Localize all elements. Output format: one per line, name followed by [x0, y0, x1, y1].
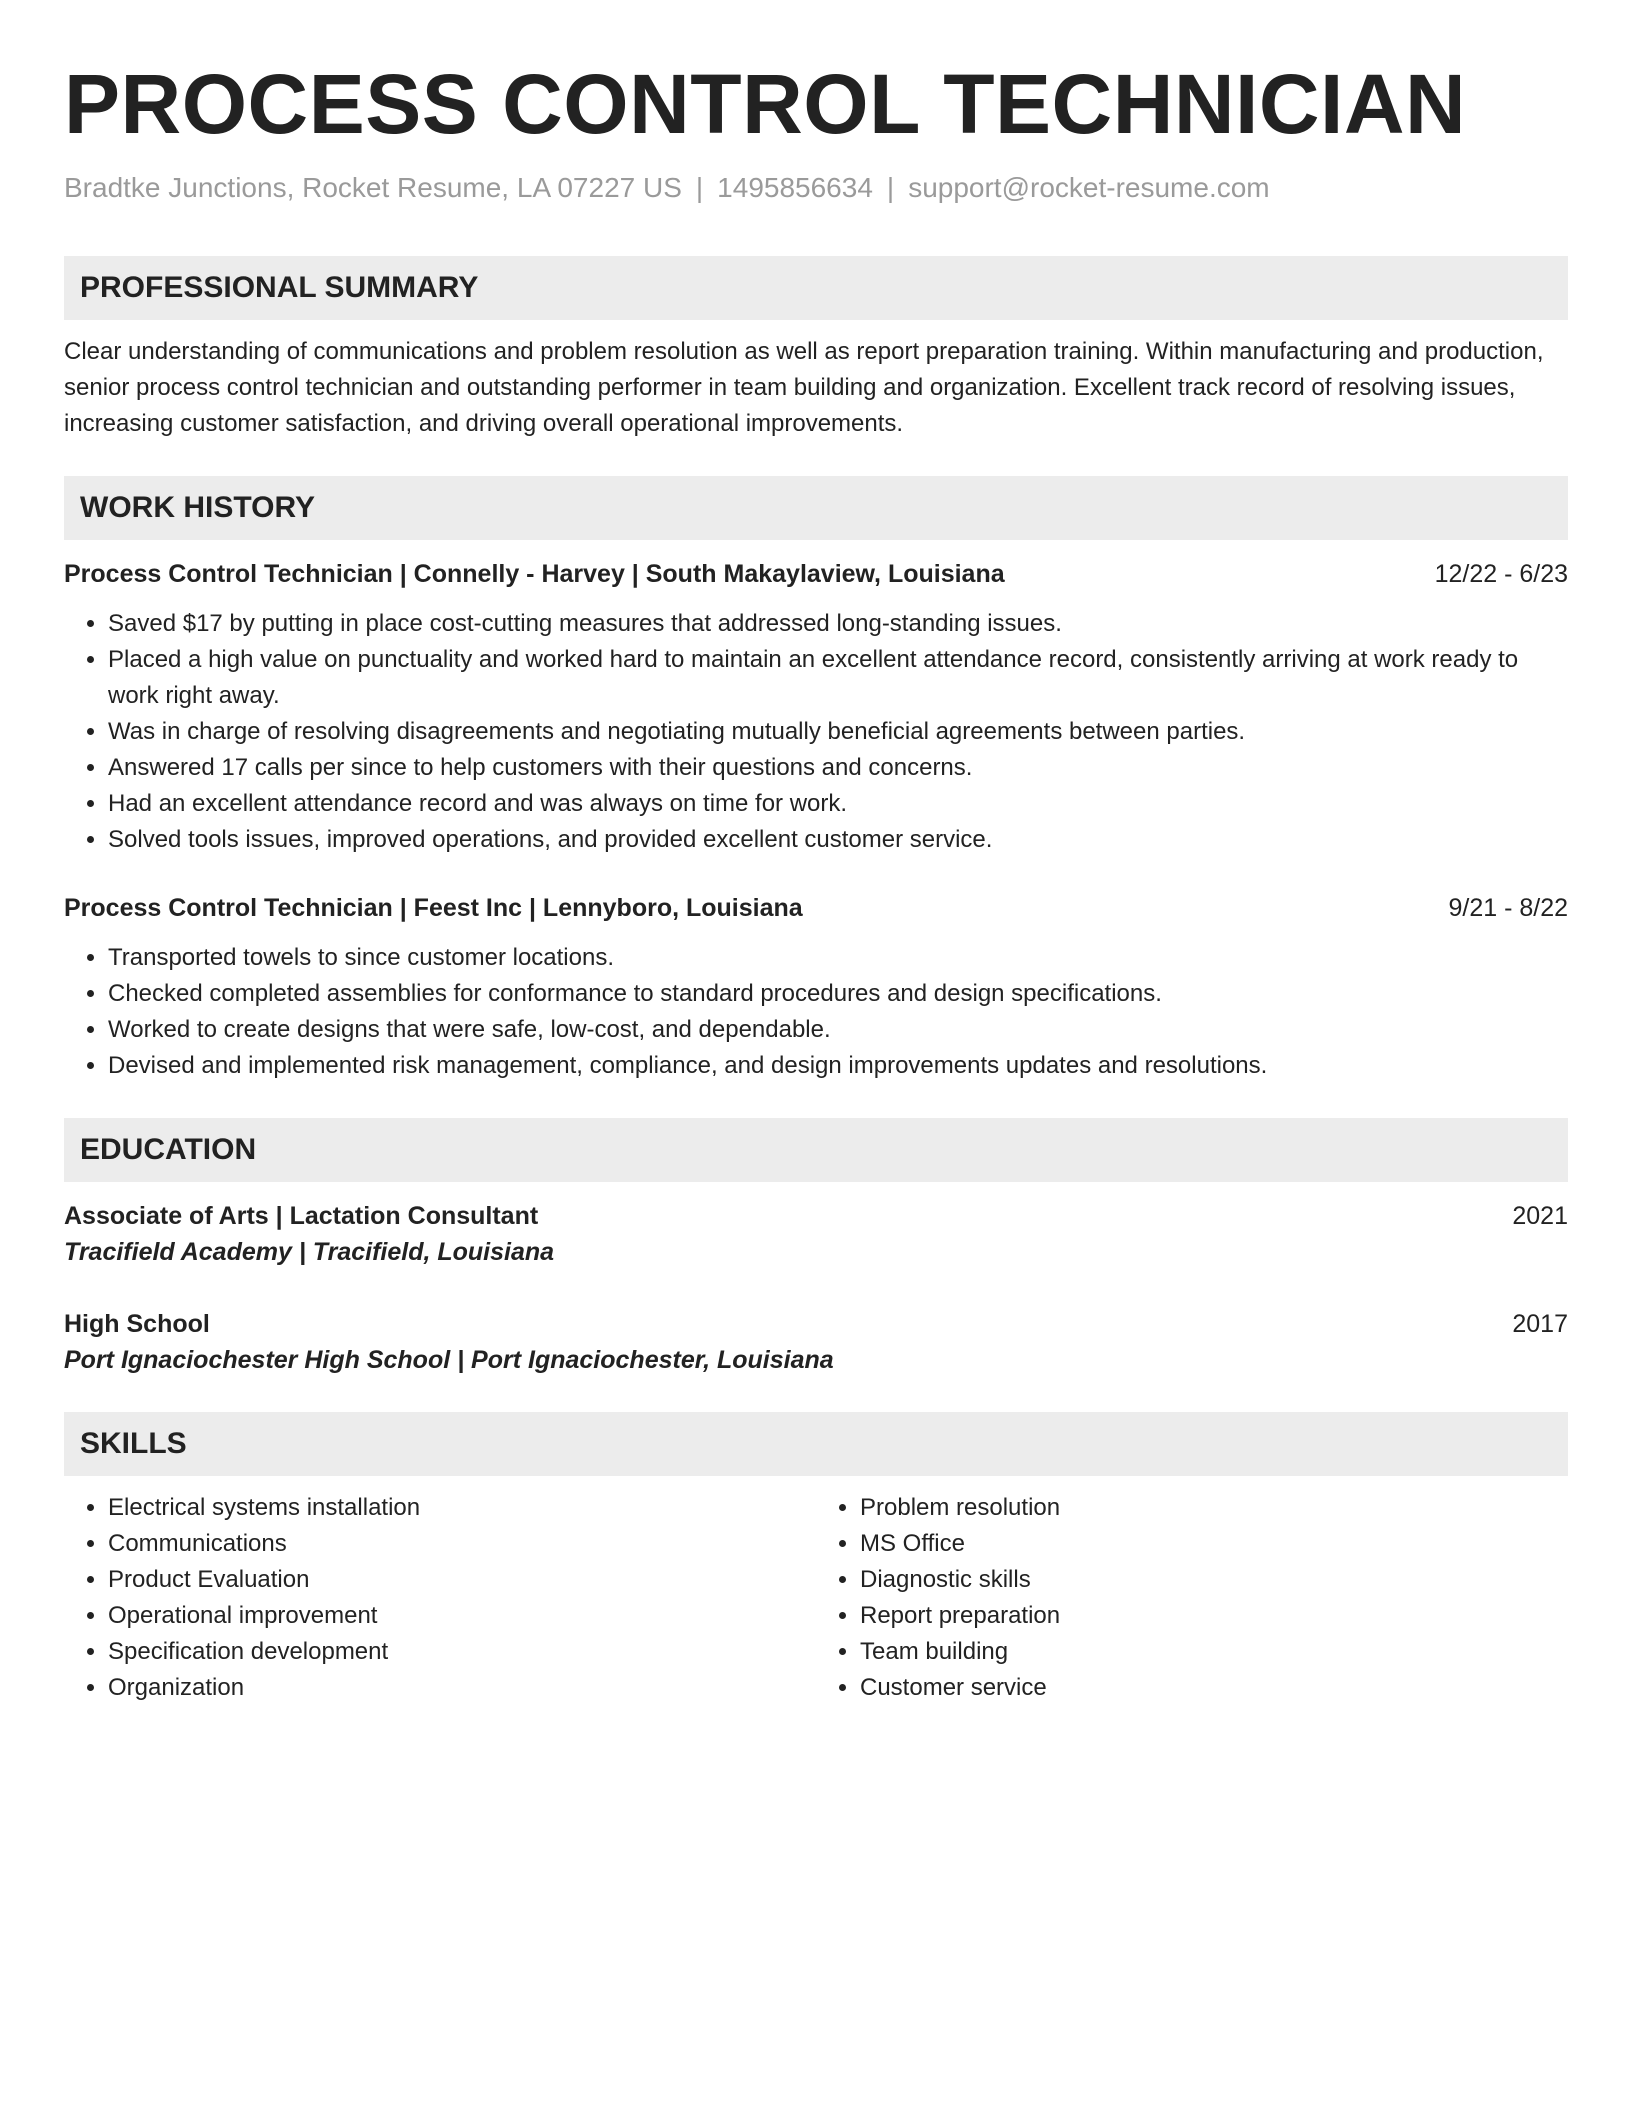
section-header-work-history: WORK HISTORY: [64, 476, 1568, 540]
education-header: [64, 1306, 1568, 1342]
job-bullet: • Transported towels to since customer locations.: [108, 940, 1568, 976]
education-header: [64, 1198, 1568, 1234]
job-bullets: [64, 606, 1568, 858]
education-entry: [64, 1306, 1568, 1378]
education-school: Tracifield Academy | Tracifield, Louisiana: [64, 1238, 555, 1266]
job-title: Process Control Technician | Feest Inc | Lennyboro, Louisiana: [64, 894, 803, 922]
education-degree: Associate of Arts | Lactation Consultant: [64, 1202, 539, 1230]
skill-item: • Communications: [108, 1526, 816, 1562]
job-bullet: • Placed a high value on punctuality and worked hard to maintain an excellent attendance record, consistently arriving at work ready to work right away.: [108, 642, 1568, 714]
contact-address: Bradtke Junctions, Rocket Resume, LA 07227 US: [64, 172, 682, 203]
contact-phone: 1495856634: [717, 172, 873, 203]
skill-item: • Customer service: [860, 1670, 1568, 1706]
skill-item: • Diagnostic skills: [860, 1562, 1568, 1598]
skill-item: • Electrical systems installation: [108, 1490, 816, 1526]
contact-separator: |: [695, 172, 704, 203]
skill-item: • Team building: [860, 1634, 1568, 1670]
job-bullet: • Was in charge of resolving disagreements and negotiating mutually beneficial agreements between parties.: [108, 714, 1568, 750]
skills-column-left: [64, 1490, 816, 1706]
job-entry: [64, 890, 1568, 1084]
job-bullet: • Worked to create designs that were safe, low-cost, and dependable.: [108, 1012, 1568, 1048]
candidate-title: PROCESS CONTROL TECHNICIAN: [64, 57, 1467, 151]
skill-item: • Organization: [108, 1670, 816, 1706]
skills-column-right: [816, 1490, 1568, 1706]
skills-grid: [64, 1490, 1568, 1706]
job-bullet: • Had an excellent attendance record and was always on time for work.: [108, 786, 1568, 822]
education-degree: High School: [64, 1310, 210, 1338]
skill-item: • Specification development: [108, 1634, 816, 1670]
contact-separator: |: [886, 172, 895, 203]
education-year: 2017: [1512, 1310, 1568, 1338]
skill-item: • Problem resolution: [860, 1490, 1568, 1526]
education-school: Port Ignaciochester High School | Port Ignaciochester, Louisiana: [64, 1346, 834, 1374]
job-bullets: [64, 940, 1568, 1084]
education-entry: [64, 1198, 1568, 1270]
job-dates: 12/22 - 6/23: [1434, 560, 1568, 588]
section-header-education: EDUCATION: [64, 1118, 1568, 1182]
section-header-summary: PROFESSIONAL SUMMARY: [64, 256, 1568, 320]
job-bullet: • Solved tools issues, improved operations, and provided excellent customer service.: [108, 822, 1568, 858]
job-bullet: • Checked completed assemblies for conformance to standard procedures and design specifications.: [108, 976, 1568, 1012]
skill-item: • Operational improvement: [108, 1598, 816, 1634]
job-entry: [64, 556, 1568, 858]
contact-email: support@rocket-resume.com: [908, 172, 1270, 203]
job-title: Process Control Technician | Connelly - Harvey | South Makaylaview, Louisiana: [64, 560, 1005, 588]
job-bullet: • Saved $17 by putting in place cost-cutting measures that addressed long-standing issues.: [108, 606, 1568, 642]
job-dates: 9/21 - 8/22: [1448, 894, 1568, 922]
job-header: [64, 890, 1568, 926]
section-header-skills: SKILLS: [64, 1412, 1568, 1476]
job-header: [64, 556, 1568, 592]
summary-text: Clear understanding of communications and problem resolution as well as report preparation training. Within manufacturing and production, senior process control technician and outstanding performer in team building and organization. Excellent track record of resolving issues, increasing customer satisfaction, and driving overall operational improvements.: [64, 338, 1544, 437]
skill-item: • Report preparation: [860, 1598, 1568, 1634]
education-year: 2021: [1512, 1202, 1568, 1230]
job-bullet: • Devised and implemented risk management, compliance, and design improvements updates and resolutions.: [108, 1048, 1568, 1084]
contact-line: [64, 170, 1568, 206]
skill-item: • MS Office: [860, 1526, 1568, 1562]
skill-item: • Product Evaluation: [108, 1562, 816, 1598]
job-bullet: • Answered 17 calls per since to help customers with their questions and concerns.: [108, 750, 1568, 786]
